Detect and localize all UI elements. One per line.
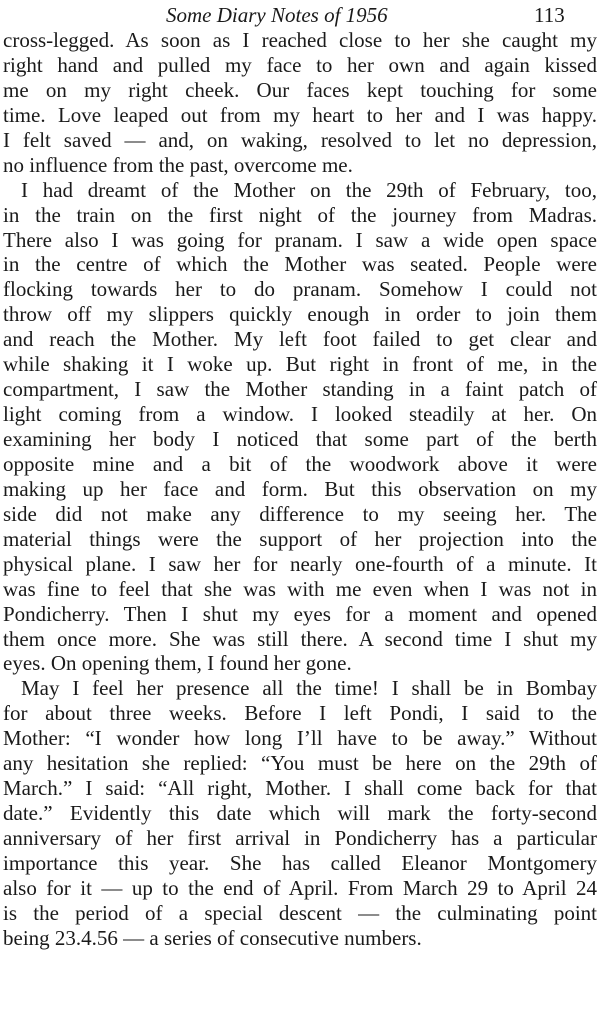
text-line: throw off my slippers quickly enough in order to join them [3, 302, 597, 327]
text-line: any hesitation she replied: “You must be here on the 29th of [3, 751, 597, 776]
text-line: flocking towards her to do pranam. Somehow I could not [3, 277, 597, 302]
text-line: also for it — up to the end of April. From March 29 to April 24 [3, 875, 597, 900]
text-line: anniversary of her first arrival in Pondicherry has a particular [3, 826, 597, 850]
text-line: and reach the Mother. My left foot failed to get clear and [3, 327, 597, 352]
text-line: side did not make any difference to my seeing her. The [3, 501, 597, 526]
text-line: time. Love leaped out from my heart to her and I was happy. [3, 102, 597, 127]
text-line: them once more. She was still there. A second time I shut my [3, 626, 597, 651]
text-line: date.” Evidently this date which will mark the forty-second [3, 801, 597, 826]
text-line: I had dreamt of the Mother on the 29th of February, too, [21, 177, 597, 202]
text-line: opposite mine and a bit of the woodwork above it were [3, 451, 597, 476]
running-header [0, 2, 600, 28]
text-line: in the train on the first night of the journey from Madras. [3, 202, 597, 227]
text-line: importance this year. She has called Eleanor Montgomery [3, 850, 597, 875]
text-line: Mother: “I wonder how long I’ll have to be away.” Without [3, 726, 597, 751]
text-line: making up her face and form. But this observation on my [3, 476, 597, 501]
text-line: compartment, I saw the Mother standing in a faint patch of [3, 377, 597, 402]
text-line: is the period of a special descent — the culminating point [3, 900, 597, 925]
text-line: May I feel her presence all the time! I shall be in Bombay [21, 676, 597, 701]
text-line: material things were the support of her projection into the [3, 526, 597, 551]
text-line: no influence from the past, overcome me. [3, 152, 353, 177]
text-line: March.” I said: “All right, Mother. I shall come back for that [3, 776, 597, 801]
running-title: Some Diary Notes of 1956 [166, 3, 388, 27]
text-line: right hand and pulled my face to her own and again kissed [3, 52, 597, 77]
text-line: in the centre of which the Mother was seated. People were [3, 252, 597, 277]
text-line: There also I was going for pranam. I saw a wide open space [3, 227, 597, 252]
text-line: examining her body I noticed that some part of the berth [3, 427, 597, 451]
text-line: I felt saved — and, on waking, resolved to let no depression, [3, 127, 597, 152]
text-line: light coming from a window. I looked steadily at her. On [3, 402, 597, 427]
text-line: me on my right cheek. Our faces kept touching for some [3, 77, 597, 102]
text-line: cross-legged. As soon as I reached close to her she caught my [3, 28, 597, 52]
text-line: being 23.4.56 — a series of consecutive numbers. [3, 925, 422, 950]
text-line: physical plane. I saw her for nearly one-fourth of a minute. It [3, 551, 597, 576]
body-text [3, 28, 597, 951]
text-line: while shaking it I woke up. But right in front of me, in the [3, 352, 597, 377]
page-number: 113 [534, 3, 565, 27]
text-line: for about three weeks. Before I left Pondi, I said to the [3, 701, 597, 726]
text-line: Pondicherry. Then I shut my eyes for a moment and opened [3, 601, 597, 626]
text-line: was fine to feel that she was with me even when I was not in [3, 576, 597, 601]
text-line: eyes. On opening them, I found her gone. [3, 651, 352, 676]
